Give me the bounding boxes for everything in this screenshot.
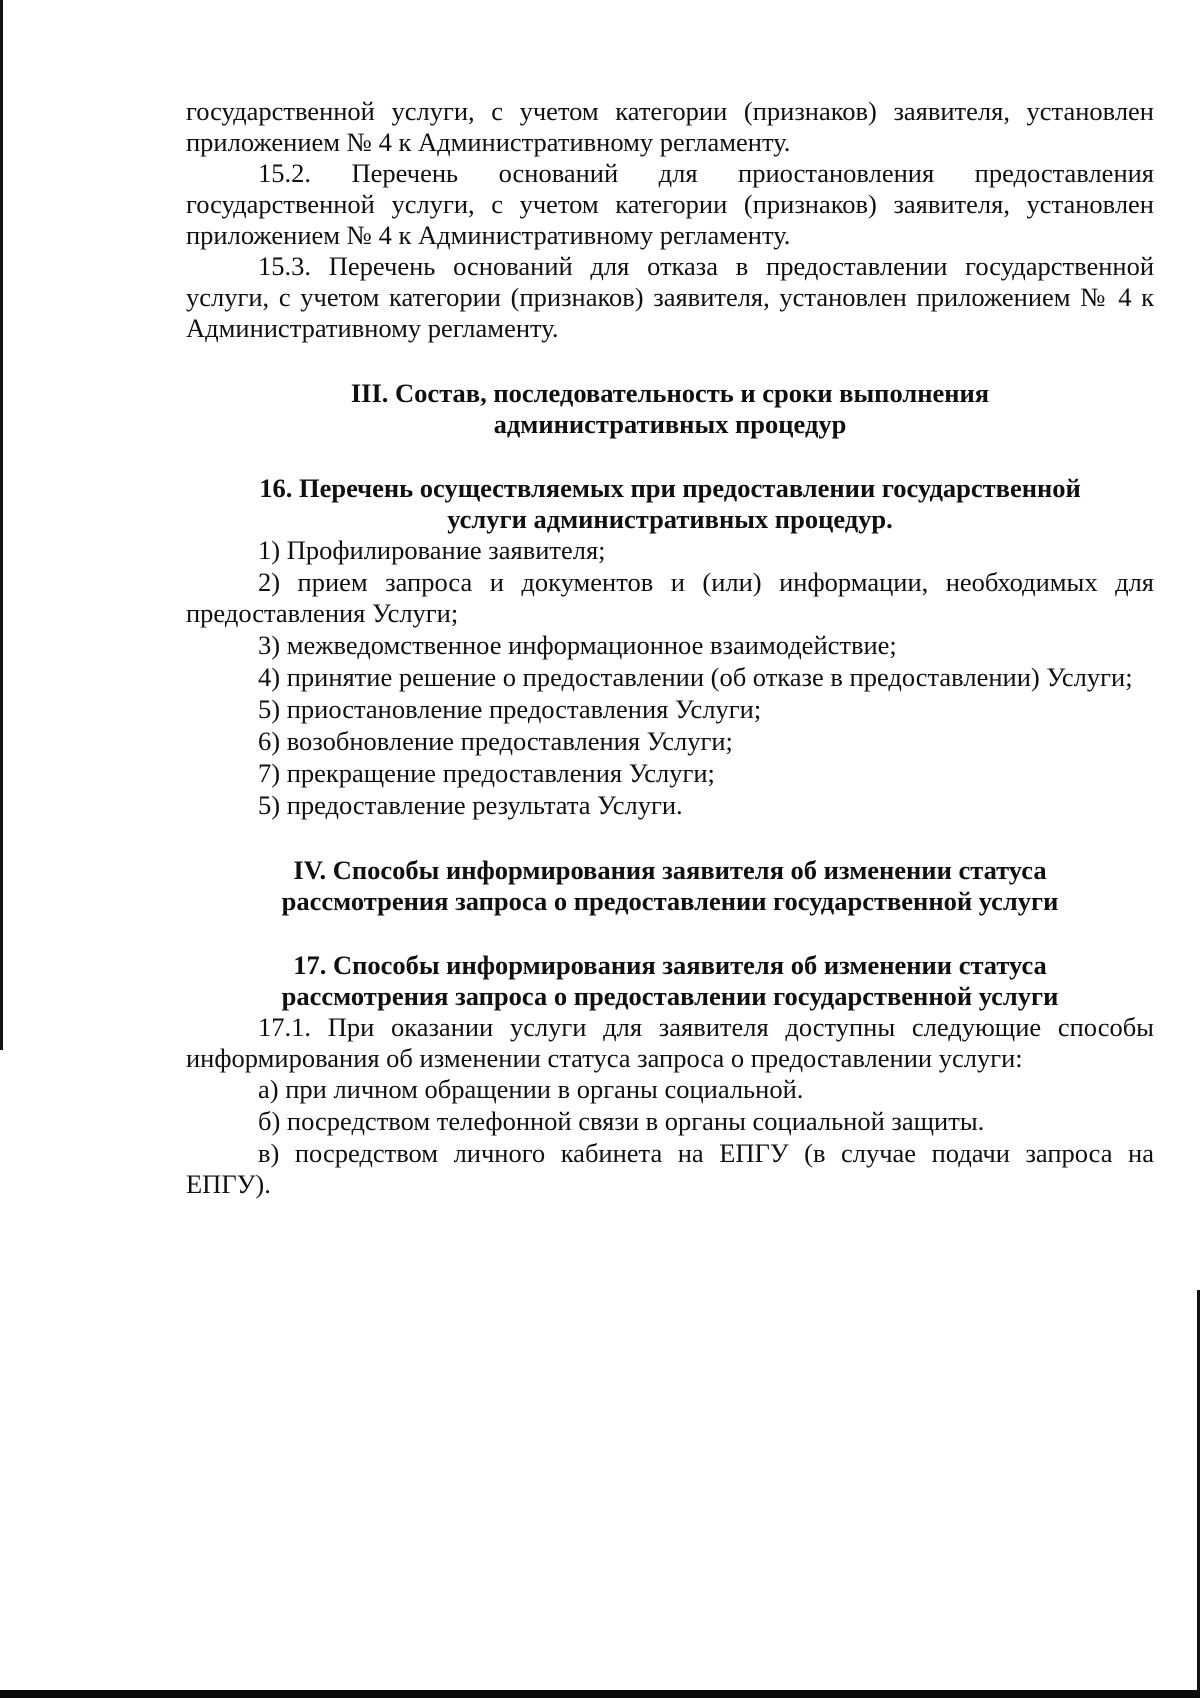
scan-border-bottom <box>0 1690 1200 1698</box>
list-item: 5) приостановление предоставления Услуги; <box>258 694 762 724</box>
section-17-heading-line1: 17. Способы информирования заявителя об изменении статуса <box>293 950 1047 980</box>
section-16 <box>186 473 1154 821</box>
list-item: 3) межведомственное информационное взаимодействие; <box>258 630 897 660</box>
list-item: 2) прием запроса и документов и (или) информации, необходимых для предоставления Услуги; <box>186 567 1154 628</box>
section-16-heading-line2: услуги административных процедур. <box>447 504 893 534</box>
section-16-heading-line1: 16. Перечень осуществляемых при предоставлении государственной <box>259 473 1081 503</box>
section-17 <box>186 950 1154 1200</box>
list-item: 1) Профилирование заявителя; <box>258 535 606 565</box>
list-item: 7) прекращение предоставления Услуги; <box>258 758 715 788</box>
list-item: б) посредством телефонной связи в органы социальной защиты. <box>258 1106 985 1136</box>
section-iv-heading-line2: рассмотрения запроса о предоставлении государственной услуги <box>281 886 1059 916</box>
section-iv-heading <box>186 855 1154 917</box>
list-item: 6) возобновление предоставления Услуги; <box>258 726 733 756</box>
section-iii-heading-line2: административных процедур <box>493 409 847 439</box>
list-item: в) посредством личного кабинета на ЕПГУ (в случае подачи запроса на ЕПГУ). <box>186 1138 1154 1199</box>
section-iii-heading <box>186 378 1154 440</box>
procedure-list <box>186 535 1154 821</box>
list-item: 5) предоставление результата Услуги. <box>258 790 683 820</box>
scan-border-left <box>0 0 3 1050</box>
list-item: 4) принятие решение о предоставлении (об отказе в предоставлении) Услуги; <box>258 662 1133 692</box>
paragraph-15-2: 15.2. Перечень оснований для приостановления предоставления государственной услуги, с учетом категории (признаков) заявителя, установлен приложением № 4 к Административному регламенту. <box>186 158 1154 250</box>
section-iv-heading-line1: IV. Способы информирования заявителя об изменении статуса <box>293 855 1047 885</box>
paragraph-15-1-continuation: государственной услуги, с учетом категории (признаков) заявителя, установлен приложением № 4 к Административному регламенту. <box>186 96 1154 157</box>
paragraph-17-1: 17.1. При оказании услуги для заявителя доступны следующие способы информирования об изменении статуса запроса о предоставлении услуги: <box>186 1012 1154 1073</box>
notification-methods-list <box>186 1074 1154 1200</box>
section-iii-heading-line1: III. Состав, последовательность и сроки выполнения <box>350 378 990 408</box>
list-item: а) при личном обращении в органы социальной. <box>258 1074 804 1104</box>
section-17-heading-line2: рассмотрения запроса о предоставлении государственной услуги <box>281 981 1059 1011</box>
document-body <box>186 96 1154 1201</box>
paragraph-15-3: 15.3. Перечень оснований для отказа в предоставлении государственной услуги, с учетом категории (признаков) заявителя, установлен приложением № 4 к Административному регламенту. <box>186 251 1154 343</box>
